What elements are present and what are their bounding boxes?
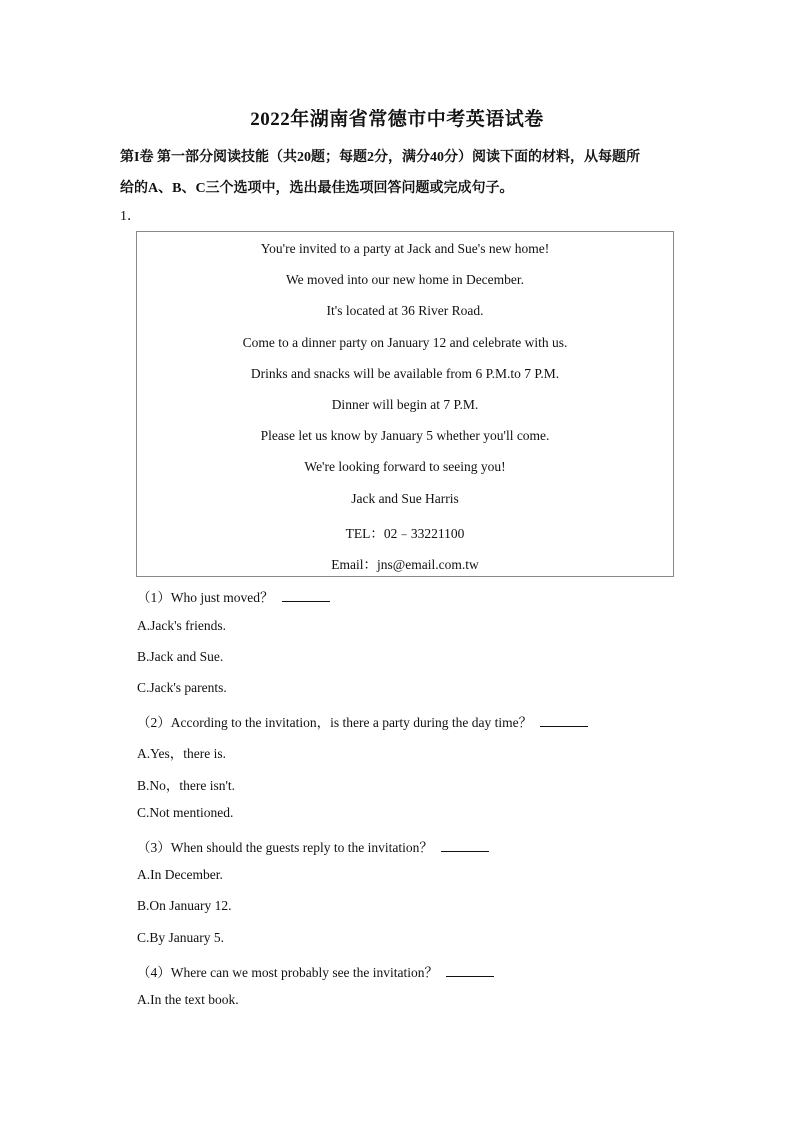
passage-line: We're looking forward to seeing you! [304,459,506,474]
invitation-passage-box [136,231,674,577]
subquestion-stem [137,586,330,606]
subquestion-stem [137,836,489,856]
answer-blank[interactable] [446,964,494,977]
passage-line: TEL：02﹣33221100 [345,526,465,541]
subquestion-stem [137,961,494,981]
passage-line: Please let us know by January 5 whether you'll come. [260,428,550,443]
answer-blank[interactable] [441,839,489,852]
answer-option: A.In December. [137,867,223,882]
passage-line: You're invited to a party at Jack and Sue's new home! [260,241,550,256]
answer-option: A.In the text book. [137,992,239,1007]
stem-text: （2）According to the invitation，is there a party during the day time？ [137,715,533,730]
instruction-line-1: 第I卷 第一部分阅读技能（共20题；每题2分，满分40分）阅读下面的材料，从每题所 [120,150,640,165]
answer-option: C.By January 5. [137,930,224,945]
passage-line: It's located at 36 River Road. [326,303,484,318]
passage-line: Dinner will begin at 7 P.M. [331,397,479,412]
instruction-line-2: 给的A、B、C三个选项中，选出最佳选项回答问题或完成句子。 [120,181,514,196]
stem-text: （3）When should the guests reply to the invitation？ [137,840,433,855]
passage-line: Come to a dinner party on January 12 and celebrate with us. [242,335,568,350]
page-title: 2022年湖南省常德市中考英语试卷 [250,109,544,130]
stem-text: （4）Where can we most probably see the invitation？ [137,965,439,980]
question-number: 1． [120,209,141,224]
answer-option: B.Jack and Sue. [137,649,224,664]
passage-line: Drinks and snacks will be available from 6 P.M.to 7 P.M. [250,366,560,381]
answer-blank[interactable] [282,589,330,602]
stem-text: （1）Who just moved？ [137,590,274,605]
answer-option: C.Not mentioned. [137,805,234,820]
answer-option: C.Jack's parents. [137,680,227,695]
passage-line: Email：jns@email.com.tw [331,557,479,572]
answer-blank[interactable] [540,714,588,727]
passage-line: We moved into our new home in December. [285,272,525,287]
subquestion-stem [137,711,588,731]
passage-line: Jack and Sue Harris [351,491,459,506]
answer-option: A.Yes，there is. [137,746,227,761]
answer-option: B.No，there isn't. [137,778,236,793]
answer-option: A.Jack's friends. [137,618,227,633]
answer-option: B.On January 12. [137,898,232,913]
